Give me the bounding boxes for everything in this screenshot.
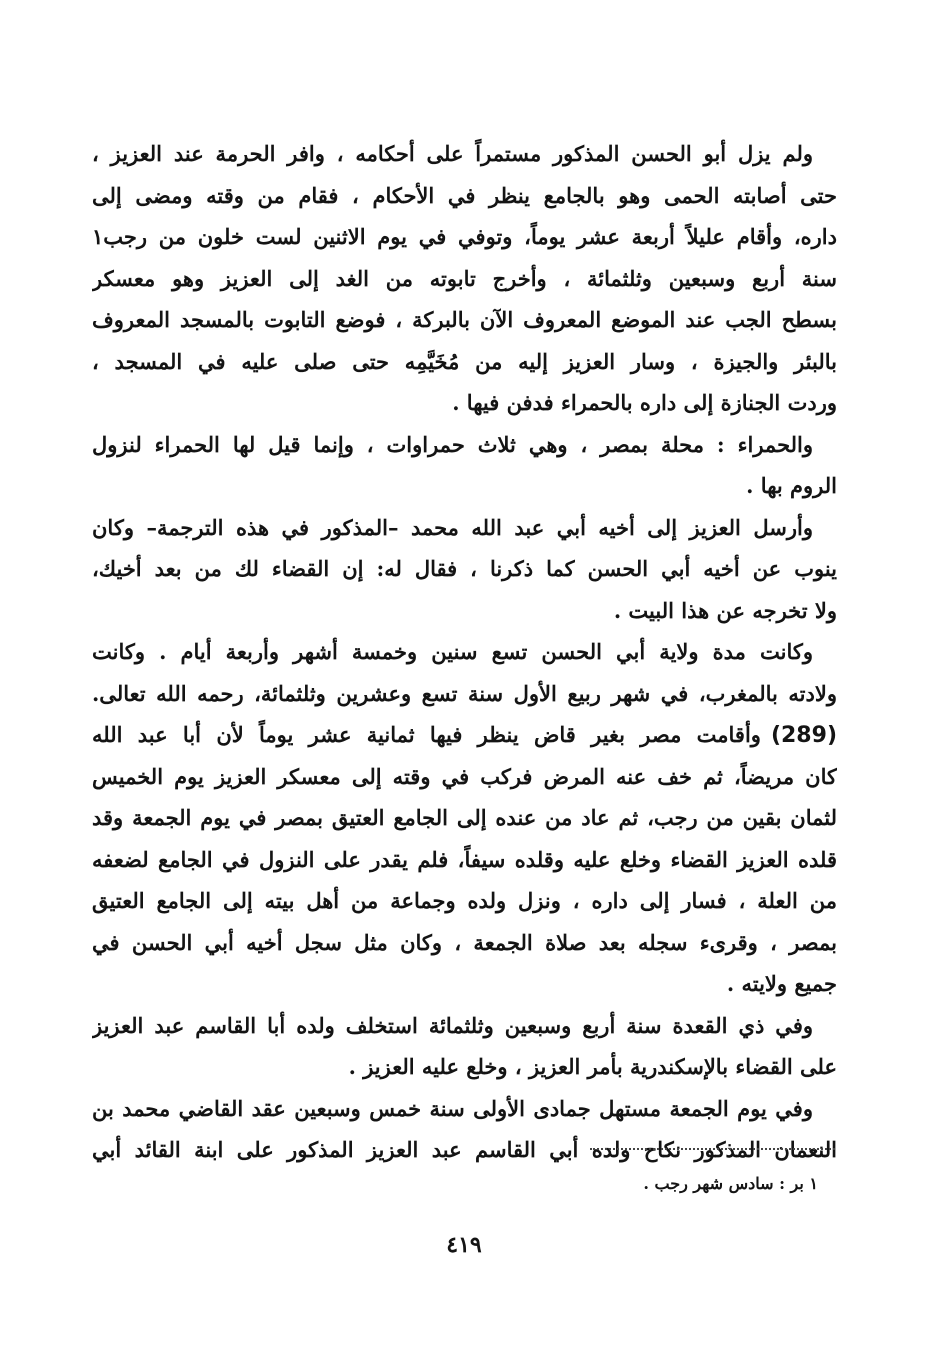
text-line: بالبئر والجيزة ، وسار العزيز إليه من مُخَيَّمِه حتى صلى عليه في المسجد ، <box>92 348 837 374</box>
footnote-divider <box>590 1148 835 1150</box>
text-line-with-page-ref <box>92 714 837 756</box>
text-line: ينوب عن أخيه أبي الحسن كما ذكرنا ، فقال له: إن القضاء لك من بعد أخيك، <box>92 556 837 581</box>
text-line: بسطح الجب عند الموضع المعروف الآن بالبركة ، فوضع التابوت بالمسجد المعروف <box>92 307 837 332</box>
text-line: بمصر ، وقرىء سجله بعد صلاة الجمعة ، وكان مثل سجل أخيه أبي الحسن في <box>92 929 837 955</box>
text-line: سنة أربع وسبعين وثلثمائة ، وأخرج تابوته من الغد إلى العزيز وهو معسكر <box>92 265 837 291</box>
text-line: ولادته بالمغرب، في شهر ربيع الأول سنة تسع وعشرين وثلثمائة، رحمه الله تعالى. <box>92 680 837 706</box>
body-text <box>92 133 837 1171</box>
text-line: داره، وأقام عليلاً أربعة عشر يوماً، وتوفي في يوم الاثنين لست خلون من رجب١ <box>92 224 837 249</box>
text-line: النعمان المذكور نكاح ولده أبي القاسم عبد العزيز المذكور على ابنة القائد أبي <box>92 1137 837 1162</box>
text-line-content: وأقامت مصر بغير قاض ينظر فيها ثمانية عشر يوماً لأن أبا عبد الله <box>92 722 761 747</box>
text-line: وفي ذي القعدة سنة أربع وسبعين وثلثمائة استخلف ولده أبا القاسم عبد العزيز <box>92 1012 813 1038</box>
text-line: كان مريضاً، ثم خف عنه المرض فركب في وقته إلى معسكر العزيز يوم الخميس <box>92 763 837 789</box>
text-line: على القضاء بالإسكندرية بأمر العزيز ، وخلع عليه العزيز . <box>348 1054 837 1079</box>
text-line: وفي يوم الجمعة مستهل جمادى الأولى سنة خمس وسبعين عقد القاضي محمد بن <box>92 1095 813 1121</box>
footnote: ١ بر : سادس شهر رجب . <box>643 1174 818 1193</box>
text-line: والحمراء : محلة بمصر ، وهي ثلاث حمراوات ، وإنما قيل لها الحمراء لنزول <box>92 431 813 457</box>
text-line: جميع ولايته . <box>726 971 837 996</box>
text-line: لثمان بقين من رجب، ثم عاد من عنده إلى الجامع العتيق بمصر في يوم الجمعة وقد <box>92 805 837 830</box>
text-line: وأرسل العزيز إلى أخيه أبي عبد الله محمد –المذكور في هذه الترجمة– وكان <box>92 514 813 540</box>
text-line: قلده العزيز القضاء وخلع عليه وقلده سيفاً، فلم يقدر على النزول في الجامع لضعفه <box>92 846 837 872</box>
text-line: من العلة ، فسار إلى داره ، ونزل ولده وجماعة من أهل بيته إلى الجامع العتيق <box>92 888 837 913</box>
page-number: ٤١٩ <box>446 1232 482 1258</box>
text-line: وردت الجنازة إلى داره بالحمراء فدفن فيها . <box>452 390 837 415</box>
text-line: ولا تخرجه عن هذا البيت . <box>613 597 837 623</box>
text-line: ولم يزل أبو الحسن المذكور مستمراً على أحكامه ، وافر الحرمة عند العزيز ، <box>92 141 813 166</box>
page-reference-marker: (289) <box>770 723 837 748</box>
text-line: الروم بها . <box>746 473 837 498</box>
text-line: وكانت مدة ولاية أبي الحسن تسع سنين وخمسة أشهر وأربعة أيام . وكانت <box>92 639 813 664</box>
text-line: حتى أصابته الحمى وهو بالجامع ينظر في الأحكام ، فقام من وقته ومضى إلى <box>92 182 837 208</box>
